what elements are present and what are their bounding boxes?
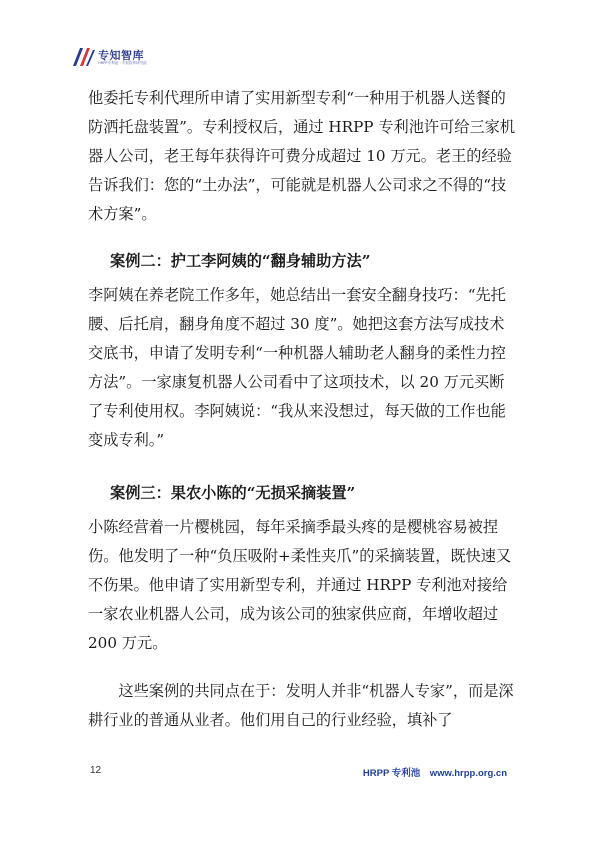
- heading-case-three: 案例三：果农小陈的“无损采摘装置”: [110, 484, 356, 502]
- paragraph-case-two: 李阿姨在养老院工作多年，她总结出一套安全翻身技巧：“先托腰、后托肩，翻身角度不超过 30 度”。她把这套方法写成技术交底书，申请了发明专利“一种机器人辅助老人翻身的柔性力控方法”。一家康复机器人公司看中了这项技术，以 20 万元买断了专利使用权。李阿姨说：“我从来没想过，每天做的工作也能变成专利。”: [88, 286, 506, 449]
- paragraph-case-three: 小陈经营着一片樱桃园，每年采摘季最头疼的是樱桃容易被捏伤。他发明了一种“负压吸附+柔性夹爪”的采摘装置，既快速又不伤果。他申请了实用新型专利，并通过 HRPP 专利池对接给一家农业机器人公司，成为该公司的独家供应商，年增收超过 200 万元。: [88, 518, 512, 652]
- footer-site: HRPP 专利池 www.hrpp.org.cn: [362, 768, 507, 779]
- heading-case-two: 案例二：护工李阿姨的“翻身辅助方法”: [110, 252, 371, 270]
- logo-name: 专知智库: [98, 49, 144, 62]
- paragraph-summary: 这些案例的共同点在于：发明人并非“机器人专家”，而是深耕行业的普通从业者。他们用自己的行业经验，填补了: [88, 682, 514, 729]
- zhuanzhi-logo-icon: [70, 46, 96, 68]
- logo-subtitle: HRPP专利池 · 专知智库研究院: [98, 61, 147, 65]
- paragraph-case-one-end: 他委托专利代理所申请了实用新型专利“一种用于机器人送餐的防洒托盘装置”。专利授权后，通过 HRPP 专利池许可给三家机器人公司，老王每年获得许可费分成超过 10 万元。老王的经验告诉我们：您的“土办法”，可能就是机器人公司求之不得的“技术方案”。: [88, 89, 516, 223]
- page-number: 12: [90, 765, 102, 776]
- logo: [70, 46, 190, 70]
